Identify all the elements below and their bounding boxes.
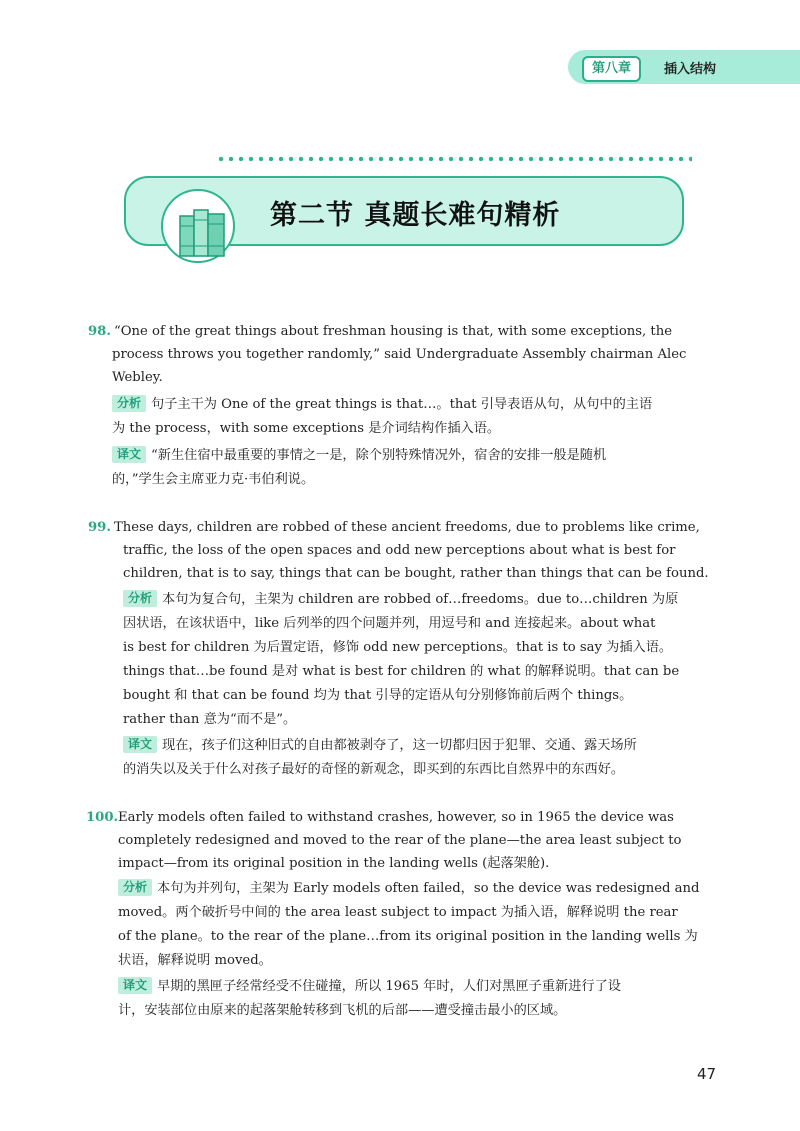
- q100-sentence-line3: impact—from its original position in the landing wells (起落架舱).: [118, 856, 550, 871]
- q99-sentence-line2: traffic, the loss of the open spaces and odd new perceptions about what is best for: [123, 543, 676, 558]
- q99-translation-text: 现在，孩子们这种旧式的自由都被剥夺了，这一切都归因于犯罪、交通、露天场所: [162, 738, 637, 753]
- item-number-98: 98.: [88, 324, 111, 339]
- translation-label: 译文: [123, 736, 157, 753]
- q100-translation-line1: [118, 975, 621, 999]
- decorative-dots: [216, 156, 692, 162]
- q100-analysis-text: 本句为并列句，主架为 Early models often failed，so the device was redesigned and: [157, 881, 700, 896]
- q99-analysis-line6: rather than 意为“而不是”。: [123, 712, 297, 727]
- q100-analysis-line1: [118, 877, 699, 901]
- q100-analysis-line2: moved。两个破折号中间的 the area least subject to impact 为插入语，解释说明 the rear: [118, 905, 678, 920]
- q98-analysis-text: 句子主干为 One of the great things is that…。that 引导表语从句，从句中的主语: [151, 397, 653, 412]
- q98-translation-line2: 的，”学生会主席亚力克·韦伯利说。: [112, 472, 315, 487]
- q100-sentence-line2: completely redesigned and moved to the rear of the plane—the area least subject to: [118, 833, 682, 848]
- analysis-label: 分析: [123, 590, 157, 607]
- analysis-label: 分析: [118, 879, 152, 896]
- item-number-100: 100.: [86, 810, 119, 825]
- q99-analysis-line1: [123, 588, 678, 612]
- section-title: 第二节 真题长难句精析: [270, 200, 561, 231]
- page-number: 47: [697, 1065, 717, 1083]
- q99-analysis-line3: is best for children 为后置定语，修饰 odd new perceptions。that is to say 为插入语。: [123, 640, 673, 655]
- q98-sentence-line2: process throws you together randomly,” said Undergraduate Assembly chairman Alec: [112, 347, 687, 362]
- q100-translation-line2: 计，安装部位由原来的起落架舱转移到飞机的后部——遭受撞击最小的区域。: [118, 1003, 567, 1018]
- q98-translation-line1: [112, 444, 606, 468]
- q100-translation-text: 早期的黑匣子经常经受不住碰撞，所以 1965 年时，人们对黑匣子重新进行了设: [157, 979, 621, 994]
- q99-translation-line2: 的消失以及关于什么对孩子最好的奇怪的新观念，即买到的东西比自然界中的东西好。: [123, 762, 625, 777]
- translation-label: 译文: [118, 977, 152, 994]
- q99-analysis-line5: bought 和 that can be found 均为 that 引导的定语从句分别修饰前后两个 things。: [123, 688, 633, 703]
- books-icon: [158, 186, 254, 266]
- q99-sentence-line1: These days, children are robbed of these ancient freedoms, due to problems like crime,: [114, 520, 700, 535]
- q98-translation-text: “新生住宿中最重要的事情之一是，除个别特殊情况外，宿舍的安排一般是随机: [151, 448, 607, 463]
- chapter-title: 插入结构: [664, 62, 717, 77]
- item-number-99: 99.: [88, 520, 111, 535]
- q99-analysis-line4: things that…be found 是对 what is best for children 的 what 的解释说明。that can be: [123, 664, 680, 679]
- q98-analysis-line1: [112, 393, 652, 417]
- analysis-label: 分析: [112, 395, 146, 412]
- q99-translation-line1: [123, 734, 637, 758]
- q99-analysis-text: 本句为复合句，主架为 children are robbed of…freedoms。due to…children 为原: [162, 592, 679, 607]
- q99-sentence-line3: children, that is to say, things that can be bought, rather than things that can be found.: [123, 566, 709, 581]
- q98-analysis-line2: 为 the process，with some exceptions 是介词结构作插入语。: [112, 421, 501, 436]
- q100-analysis-line4: 状语，解释说明 moved。: [118, 953, 272, 968]
- q100-sentence-line1: Early models often failed to withstand crashes, however, so in 1965 the device was: [118, 810, 674, 825]
- chapter-badge: 第八章: [582, 56, 641, 82]
- q99-analysis-line2: 因状语，在该状语中，like 后列举的四个问题并列，用逗号和 and 连接起来。about what: [123, 616, 656, 631]
- q98-sentence-line3: Webley.: [112, 370, 163, 385]
- q98-sentence-line1: “One of the great things about freshman housing is that, with some exceptions, the: [114, 324, 673, 339]
- q100-analysis-line3: of the plane。to the rear of the plane…from its original position in the landing wells 为: [118, 929, 698, 944]
- translation-label: 译文: [112, 446, 146, 463]
